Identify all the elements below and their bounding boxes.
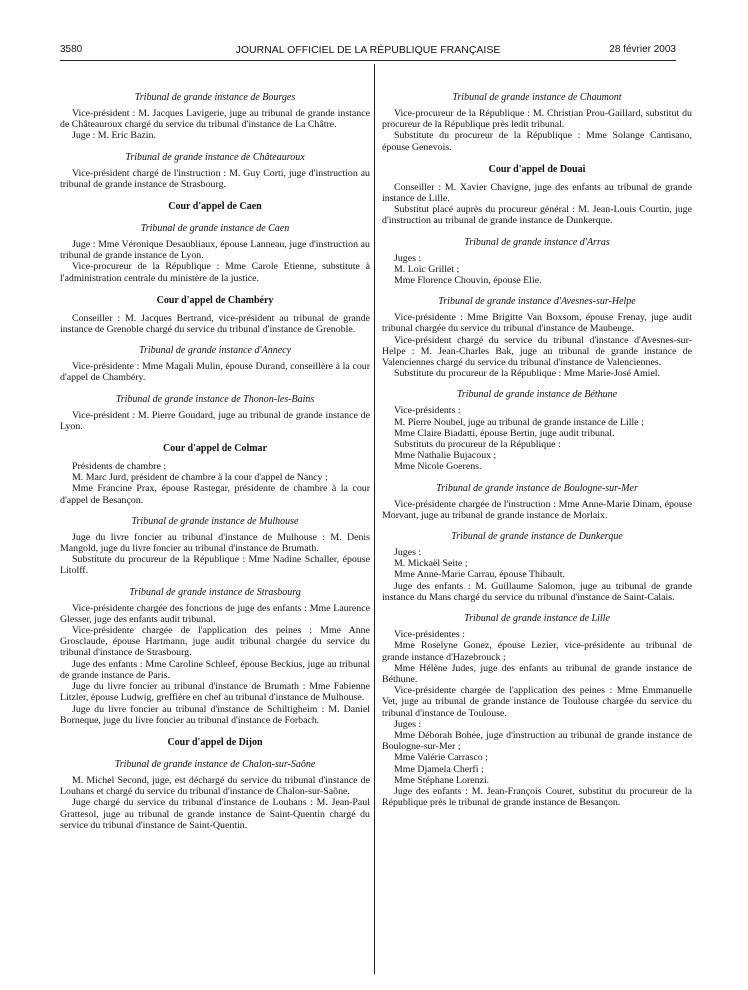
court-heading: Cour d'appel de Chambéry	[156, 294, 274, 306]
appointment-paragraph: Mme Nicole Goerens.	[394, 461, 482, 473]
appointment-paragraph: Mme Anne-Marie Carrau, épouse Thibault.	[394, 569, 565, 581]
appointment-paragraph: Substitut placé auprès du procureur général : M. Jean-Louis Courtin, juge d'instruction au tribunal de grande instance de Dunkerque.	[382, 204, 692, 227]
appointment-paragraph: Mme Claire Biadatti, épouse Bertin, juge audit tribunal.	[394, 427, 615, 439]
appointment-paragraph: M. Mickaël Seite ;	[394, 558, 468, 570]
right-column	[382, 92, 692, 808]
appointment-paragraph: Juge des enfants : M. Guillaume Salomon, juge au tribunal de grande instance du Mans chargé du service du tribunal d'instance de Saint-Calais.	[382, 580, 692, 603]
appointment-paragraph: Vice-président chargé du service du tribunal d'instance d'Avesnes-sur-Helpe : M. Jean-Charles Bak, juge au tribunal de grande instance de Valenciennes chargé du service du tribunal d'instance de Valenciennes.	[382, 334, 692, 369]
appointment-paragraph: Conseiller : M. Jacques Bertrand, vice-président au tribunal de grande instance de Grenoble chargé du service du tribunal d'instance de Grenoble.	[60, 312, 370, 336]
tribunal-heading: Tribunal de grande instance de Mulhouse	[131, 515, 299, 527]
appointment-paragraph: Vice-procureur de la République : M. Christian Prou-Gaillard, substitut du procureur de la République près ledit tribunal.	[382, 108, 692, 131]
appointment-paragraph: M. Michel Second, juge, est déchargé du service du tribunal d'instance de Louhans et chargé du service du tribunal d'instance de Chalon-sur-Saône.	[60, 774, 370, 798]
appointment-paragraph: Mme Nathalie Bujacoux ;	[394, 450, 497, 462]
court-heading: Cour d'appel de Caen	[168, 201, 262, 213]
appointment-paragraph: Vice-présidente chargée de l'application des peines : Mme Emmanuelle Vet, juge au tribunal de grande instance de Toulouse chargée du service du tribunal d'instance de Toulouse.	[382, 685, 692, 719]
appointment-paragraph: Juge des enfants : Mme Caroline Schleef, épouse Beckius, juge au tribunal de grande instance de Paris.	[60, 658, 370, 681]
tribunal-heading: Tribunal de grande instance de Chaumont	[452, 92, 622, 103]
appointment-paragraph: Mme Stéphane Lorenzi.	[394, 774, 490, 786]
appointment-paragraph: Substituts du procureur de la République :	[394, 439, 561, 451]
appointment-paragraph: Vice-présidente chargée de l'application des peines : Mme Anne Grosclaude, épouse Hartmann, juge audit tribunal chargée du service du tribunal d'instance de Strasbourg.	[60, 625, 370, 659]
appointment-paragraph: Vice-présidente : Mme Brigitte Van Boxsom, épouse Frenay, juge audit tribunal chargée du service du tribunal d'instance de Maubeuge.	[382, 312, 692, 335]
appointment-paragraph: Mme Hélène Judes, juge des enfants au tribunal de grande instance de Béthune.	[382, 662, 692, 685]
tribunal-heading: Tribunal de grande instance de Béthune	[456, 389, 618, 401]
tribunal-heading: Tribunal de grande instance de Dunkerque	[451, 531, 623, 543]
appointment-paragraph: Substitute du procureur de la République : Mme Nadine Schaller, épouse Litolff.	[60, 554, 370, 577]
court-heading: Cour d'appel de Douai	[488, 163, 586, 175]
appointment-paragraph: M. Marc Jurd, président de chambre à la cour d'appel de Nancy ;	[72, 472, 328, 484]
page-header	[60, 44, 676, 58]
tribunal-heading: Tribunal de grande instance de Lille	[464, 613, 610, 625]
appointment-paragraph: Juge des enfants : M. Jean-François Couret, substitut du procureur de la République près le tribunal de grande instance de Besançon.	[382, 785, 692, 809]
header-rule	[60, 60, 676, 61]
appointment-paragraph: Vice-présidentes :	[394, 629, 465, 641]
appointment-paragraph: Mme Florence Chouvin, épouse Elie.	[394, 275, 542, 287]
tribunal-heading: Tribunal de grande instance de Chalon-sur-Saône	[114, 758, 316, 770]
appointment-paragraph: Mme Francine Prax, épouse Rastegar, présidente de chambre à la cour d'appel de Besançon.	[60, 483, 370, 506]
appointment-paragraph: Juge du livre foncier au tribunal d'instance de Brumath : Mme Fabienne Litzler, épouse Ludwig, greffière en chef au tribunal d'instance de Mulhouse.	[60, 681, 370, 704]
appointment-paragraph: Vice-procureur de la République : Mme Carole Etienne, substitute à l'administration centrale du ministère de la justice.	[60, 261, 370, 284]
appointment-paragraph: Juges :	[394, 547, 422, 559]
court-heading: Cour d'appel de Dijon	[167, 736, 263, 748]
column-divider	[374, 64, 375, 974]
journal-title: JOURNAL OFFICIEL DE LA RÉPUBLIQUE FRANÇAISE	[235, 44, 501, 56]
tribunal-heading: Tribunal de grande instance d'Avesnes-sur-Helpe	[438, 296, 636, 308]
appointment-paragraph: Mme Valérie Carrasco ;	[394, 752, 488, 764]
left-column	[60, 92, 370, 831]
appointment-paragraph: Juge : Mme Véronique Desaubliaux, épouse Lanneau, juge d'instruction au tribunal de grande instance de Lyon.	[60, 239, 370, 262]
appointment-paragraph: M. Pierre Noubel, juge au tribunal de grande instance de Lille ;	[394, 416, 644, 428]
tribunal-heading: Tribunal de grande instance d'Arras	[464, 236, 610, 248]
issue-date: 28 février 2003	[609, 44, 676, 55]
appointment-paragraph: Vice-président : M. Jacques Lavigerie, juge au tribunal de grande instance de Châteauroux chargé du service du tribunal d'instance de La Châtre.	[60, 108, 370, 131]
tribunal-heading: Tribunal de grande instance de Châteauroux	[125, 151, 305, 163]
appointment-paragraph: Vice-président : M. Pierre Goudard, juge au tribunal de grande instance de Lyon.	[60, 409, 370, 432]
appointment-paragraph: Mme Déborah Bohée, juge d'instruction au tribunal de grande instance de Boulogne-sur-Mer ;	[382, 729, 692, 753]
tribunal-heading: Tribunal de grande instance d'Annecy	[138, 345, 292, 357]
appointment-paragraph: Conseiller : M. Xavier Chavigne, juge des enfants au tribunal de grande instance de Lille.	[382, 181, 692, 205]
tribunal-heading: Tribunal de grande instance de Boulogne-sur-Mer	[436, 482, 638, 494]
appointment-paragraph: Juge : M. Eric Bazin.	[72, 130, 156, 142]
court-heading: Cour d'appel de Colmar	[163, 443, 267, 455]
tribunal-heading: Tribunal de grande instance de Thonon-les-Bains	[115, 393, 315, 405]
page-number: 3580	[60, 44, 83, 55]
appointment-paragraph: Juges :	[394, 718, 422, 730]
appointment-paragraph: Vice-président chargé de l'instruction : M. Guy Corti, juge d'instruction au tribunal de grande instance de Strasbourg.	[60, 167, 370, 190]
appointment-paragraph: Juge du livre foncier au tribunal d'instance de Schiltigheim : M. Daniel Borneque, juge du livre foncier au tribunal d'instance de Forbach.	[60, 703, 370, 726]
appointment-paragraph: Juge chargé du service du tribunal d'instance de Louhans : M. Jean-Paul Grattesol, juge au tribunal de grande instance de Saint-Quentin chargé du service du tribunal d'instance de Saint-Quentin.	[60, 797, 370, 831]
appointment-paragraph: Vice-présidents :	[394, 405, 461, 417]
appointment-paragraph: Présidents de chambre :	[72, 461, 167, 473]
appointment-paragraph: Mme Djamela Cherfi ;	[394, 763, 484, 775]
appointment-paragraph: Vice-présidente : Mme Magali Mulin, épouse Durand, conseillère à la cour d'appel de Chambéry.	[60, 361, 370, 384]
appointment-paragraph: Vice-présidente chargée des fonctions de juge des enfants : Mme Laurence Glesser, juge des enfants audit tribunal.	[60, 602, 370, 625]
appointment-paragraph: Substitute du procureur de la République : Mme Marie-José Amiel.	[394, 368, 661, 380]
tribunal-heading: Tribunal de grande instance de Bourges	[134, 92, 296, 103]
appointment-paragraph: Juge du livre foncier au tribunal d'instance de Mulhouse : M. Denis Mangold, juge du livre foncier au tribunal d'instance de Brumath.	[60, 531, 370, 555]
appointment-paragraph: Substitute du procureur de la République : Mme Solange Cantisano, épouse Genevois.	[382, 130, 692, 153]
appointment-paragraph: Mme Roselyne Gonez, épouse Lezier, vice-présidente au tribunal de grande instance d'Hazebrouck ;	[382, 640, 692, 663]
appointment-paragraph: M. Loïc Grillet ;	[394, 263, 460, 275]
tribunal-heading: Tribunal de grande instance de Caen	[140, 223, 290, 235]
appointment-paragraph: Juges :	[394, 252, 422, 264]
tribunal-heading: Tribunal de grande instance de Strasbourg	[129, 586, 301, 598]
appointment-paragraph: Vice-présidente chargée de l'instruction : Mme Anne-Marie Dinam, épouse Morvant, juge au tribunal de grande instance de Morlaix.	[382, 498, 692, 521]
